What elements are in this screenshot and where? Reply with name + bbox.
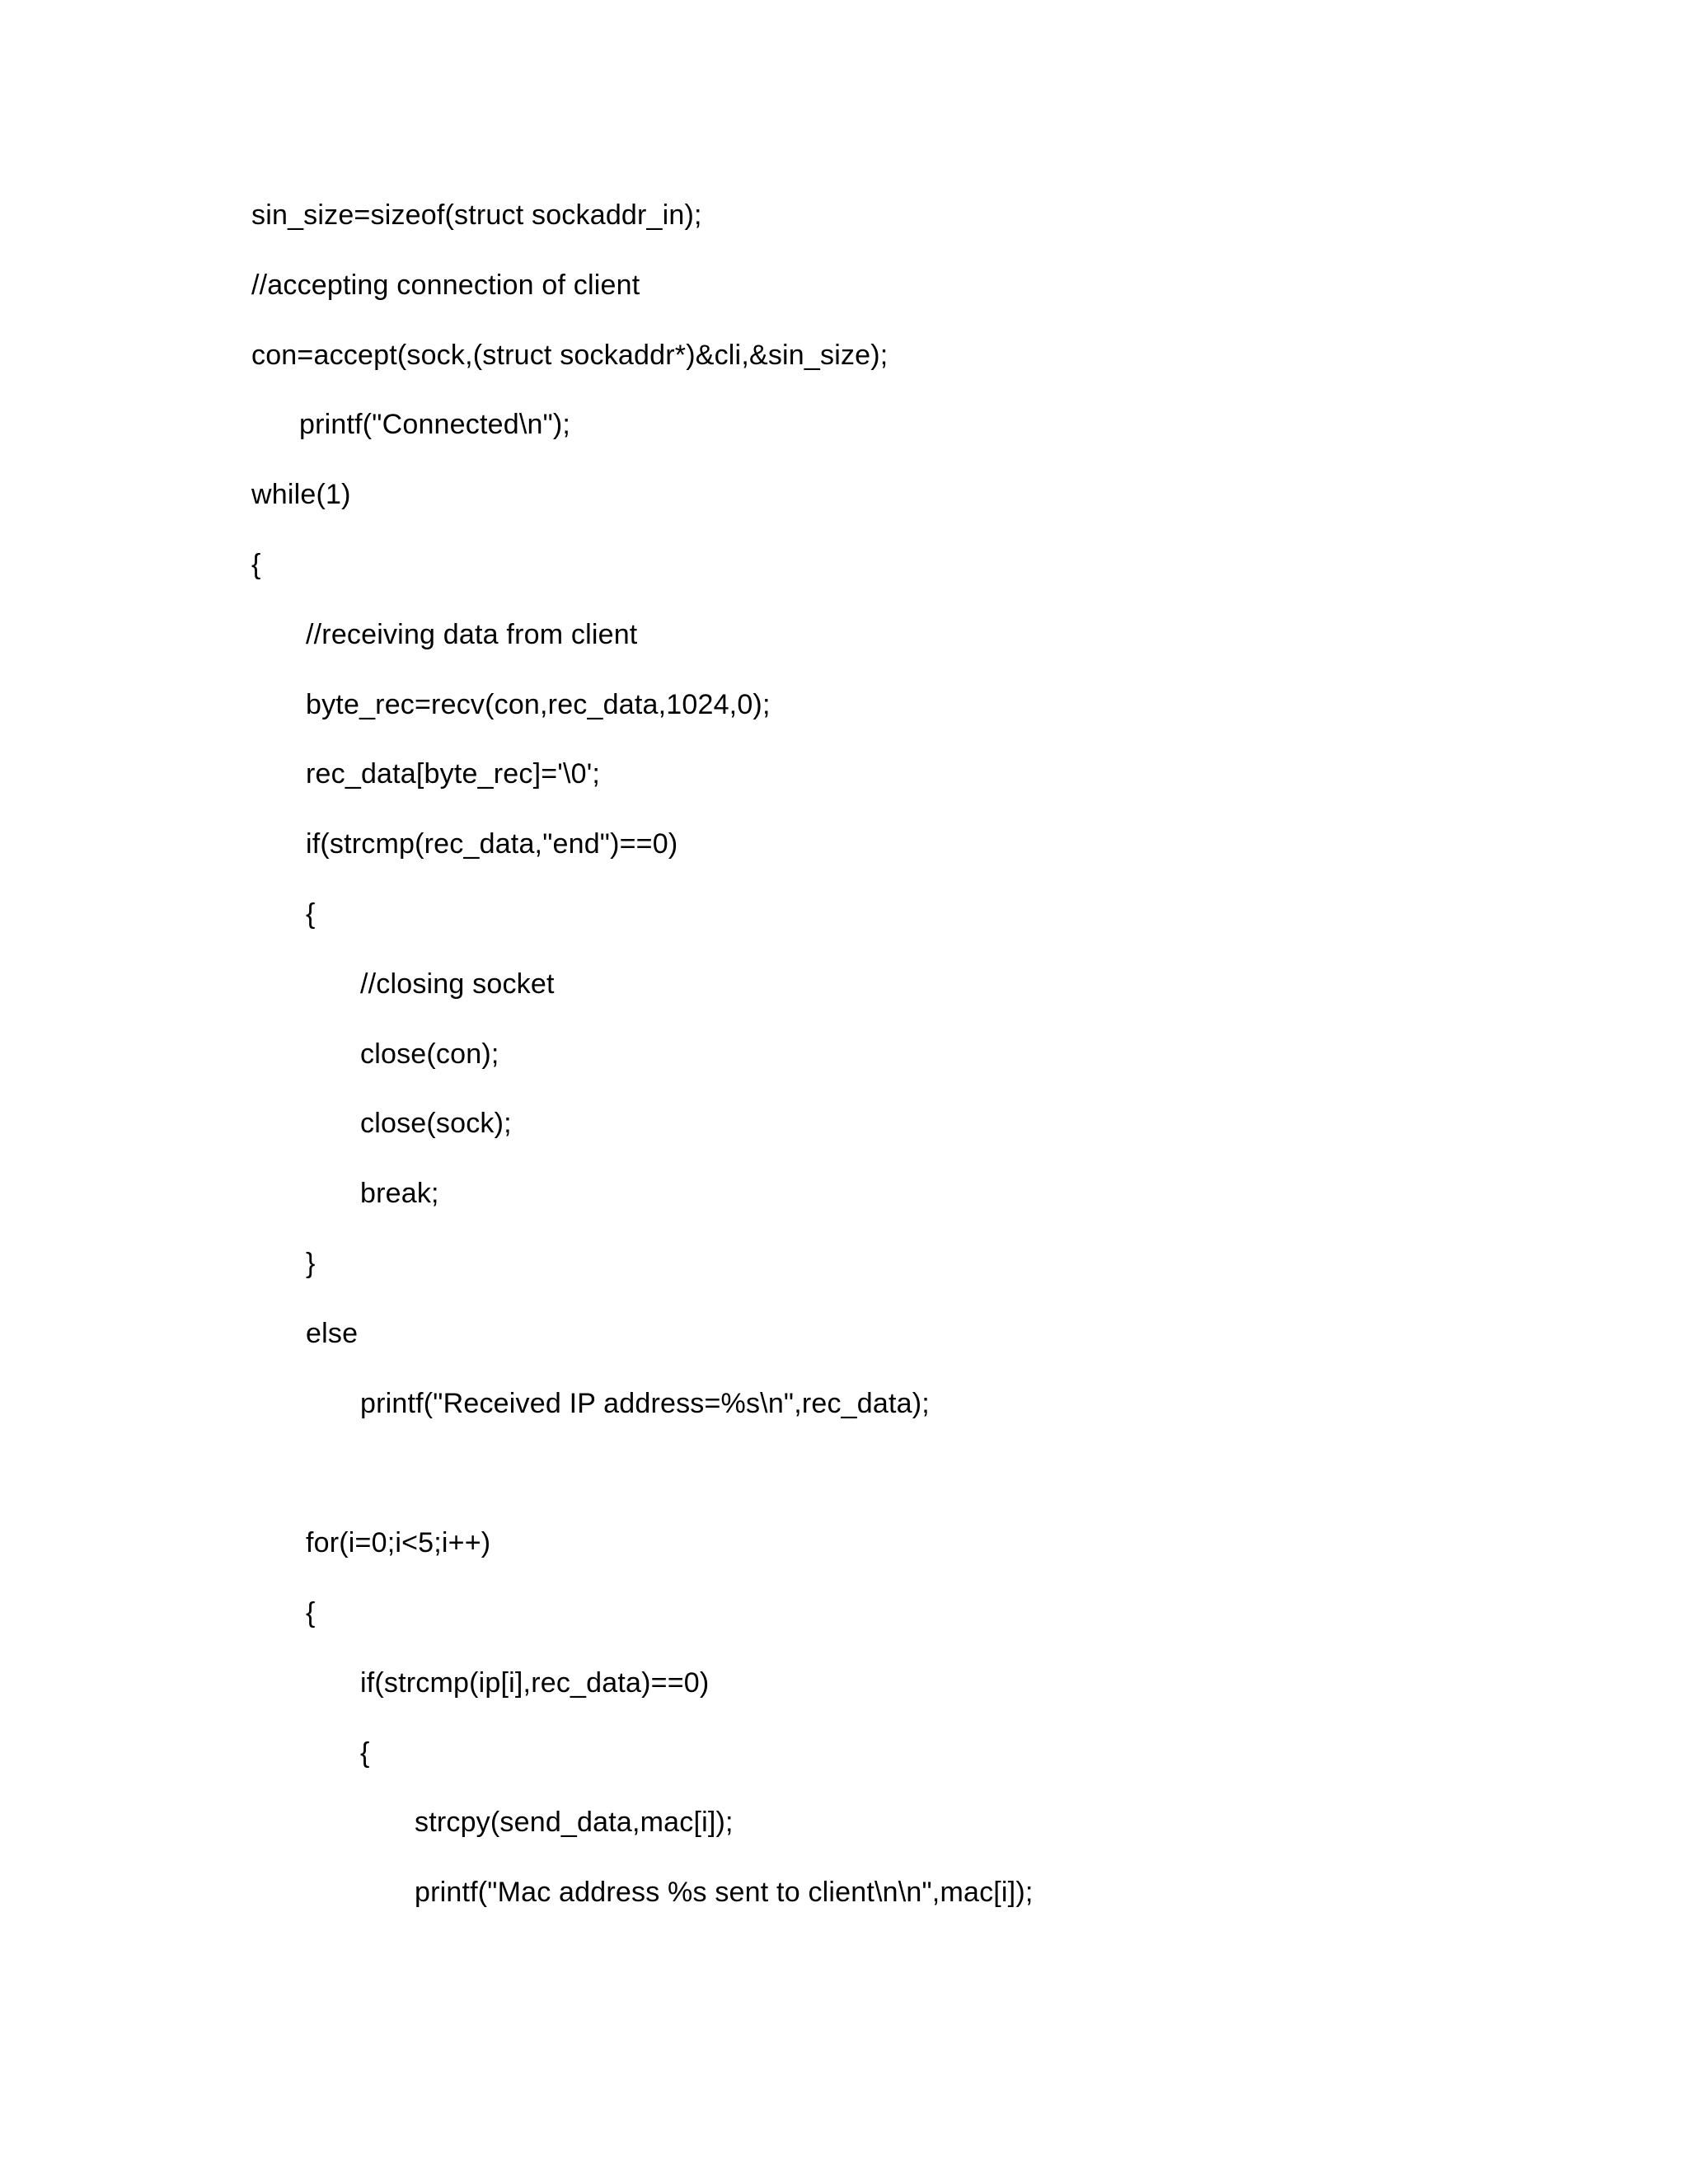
code-listing [251,194,1570,1942]
code-line: { [360,1736,370,1769]
code-line: sin_size=sizeof(struct sockaddr_in); [251,199,702,231]
code-line: printf("Connected\n"); [299,409,571,441]
code-line: //accepting connection of client [251,269,640,301]
code-line: printf("Mac address %s sent to client\n\n",mac[i]); [415,1877,1034,1909]
code-line-blank [251,1452,1570,1522]
code-line: } [306,1247,316,1279]
code-line: close(con); [360,1038,499,1070]
code-line: con=accept(sock,(struct sockaddr*)&cli,&sin_size); [251,339,889,371]
code-line: //closing socket [360,968,555,1000]
code-line: else [306,1317,359,1349]
code-line: for(i=0;i<5;i++) [306,1527,491,1559]
code-line: break; [360,1178,439,1210]
code-line: byte_rec=recv(con,rec_data,1024,0); [306,688,771,720]
code-line: printf("Received IP address=%s\n",rec_data); [360,1387,930,1419]
code-line: close(sock); [360,1108,512,1140]
code-line: { [306,1596,316,1629]
code-line: if(strcmp(ip[i],rec_data)==0) [360,1666,710,1699]
code-line: while(1) [251,479,351,511]
code-line: { [251,548,261,580]
code-line: if(strcmp(rec_data,"end")==0) [306,828,678,860]
code-line: { [306,898,316,930]
code-line: rec_data[byte_rec]='\0'; [306,758,601,790]
code-line: //receiving data from client [306,618,638,650]
code-line: strcpy(send_data,mac[i]); [415,1807,734,1839]
